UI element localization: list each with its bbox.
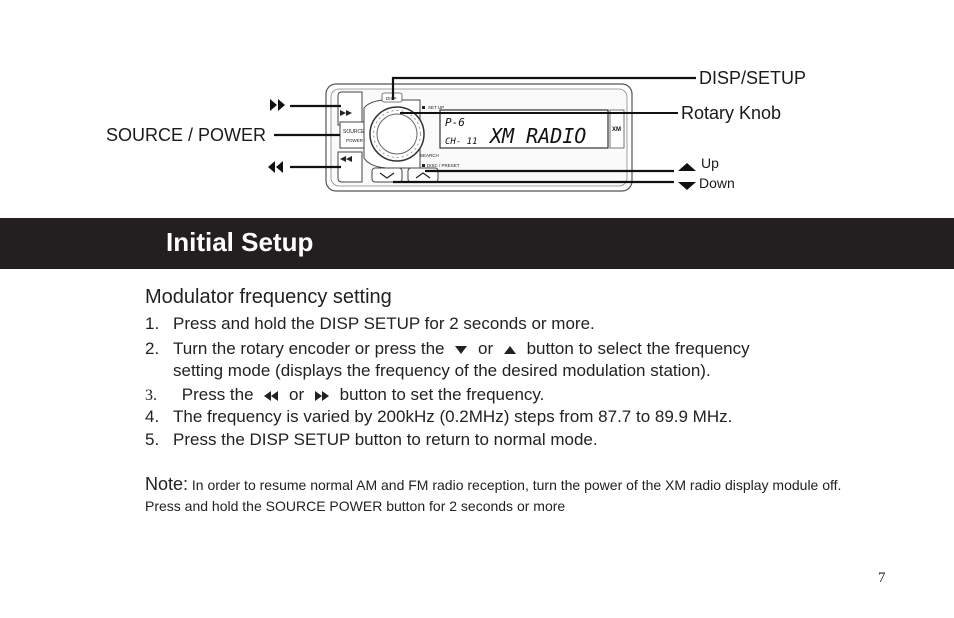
rotary-knob-inner: [377, 114, 417, 154]
step-text-a: Press the: [181, 385, 254, 404]
next-button: [338, 92, 362, 125]
rewind-icon: [264, 391, 278, 401]
lcd-channel-text: CH- 11: [445, 137, 478, 147]
step-text: The frequency is varied by 200kHz (0.2MHz) steps from 87.7 to 89.9 MHz.: [173, 407, 733, 426]
lcd-main-text: XM RADIO: [490, 124, 587, 148]
step-number: 1.: [145, 314, 160, 333]
radio-faceplate-illustration: [0, 0, 954, 210]
step-4: [145, 406, 732, 428]
device-disp-text: DISP: [386, 96, 397, 101]
step-text: Press and hold the DISP SETUP for 2 seconds or more.: [173, 314, 595, 333]
step-2: [145, 338, 750, 382]
up-label: Up: [701, 155, 719, 171]
down-label: Down: [699, 175, 735, 191]
step-text-b: button to select the frequency: [526, 339, 750, 358]
step-text-line2: setting mode (displays the frequency of the desired modulation station).: [173, 361, 711, 380]
step-or-text: or: [477, 339, 494, 358]
rotary-knob-label: Rotary Knob: [681, 103, 782, 123]
next-icon-b: [278, 99, 285, 111]
device-disc-preset-text: DISC / PRESET: [427, 163, 460, 168]
prev-icon-a: [268, 161, 275, 173]
prev-icon-b: [276, 161, 283, 173]
xm-logo-text: XM: [612, 127, 621, 133]
step-number: 2.: [145, 339, 160, 358]
step-or-text: or: [289, 385, 305, 404]
setup-marker: [422, 106, 425, 109]
disc-marker: [422, 164, 425, 167]
down-triangle-icon: [678, 182, 696, 190]
device-search-text: SEARCH: [420, 153, 439, 158]
step-number: 5.: [145, 430, 160, 449]
next-icon-a: [270, 99, 277, 111]
step-5: [145, 429, 598, 451]
step-1: [145, 313, 595, 335]
source-power-label: SOURCE / POWER: [106, 125, 267, 145]
step-number: 3.: [145, 387, 157, 404]
disp-setup-label: DISP/SETUP: [699, 68, 807, 88]
banner-title: Initial Setup: [166, 227, 314, 257]
lcd-preset-text: P-6: [445, 116, 465, 129]
note: [145, 474, 845, 517]
down-button: [372, 168, 402, 182]
radio-diagram: [0, 0, 954, 210]
section-banner: [0, 218, 954, 269]
prev-button: [338, 152, 362, 182]
section-title: Modulator frequency setting: [145, 286, 392, 308]
step-text: Press the DISP SETUP button to return to normal mode.: [173, 430, 598, 449]
down-triangle-icon: [455, 346, 467, 354]
step-text-b: button to set the frequency.: [339, 385, 545, 404]
source-power-button: [340, 122, 366, 148]
page-number: 7: [878, 570, 886, 586]
fast-forward-icon: [315, 391, 329, 401]
device-power-text: POWER: [346, 138, 364, 143]
up-triangle-icon: [678, 163, 696, 171]
step-3: [145, 384, 544, 407]
note-text: In order to resume normal AM and FM radio reception, turn the power of the XM radio display module off. Press and hold the SOURCE POWER button for 2 seconds or more: [145, 477, 842, 514]
device-source-text: SOURCE: [343, 129, 365, 135]
step-text-a: Turn the rotary encoder or press the: [173, 339, 445, 358]
up-triangle-icon: [504, 346, 516, 354]
step-number: 4.: [145, 407, 160, 426]
note-label: Note:: [145, 474, 189, 494]
device-setup-text: SET UP: [428, 105, 445, 110]
